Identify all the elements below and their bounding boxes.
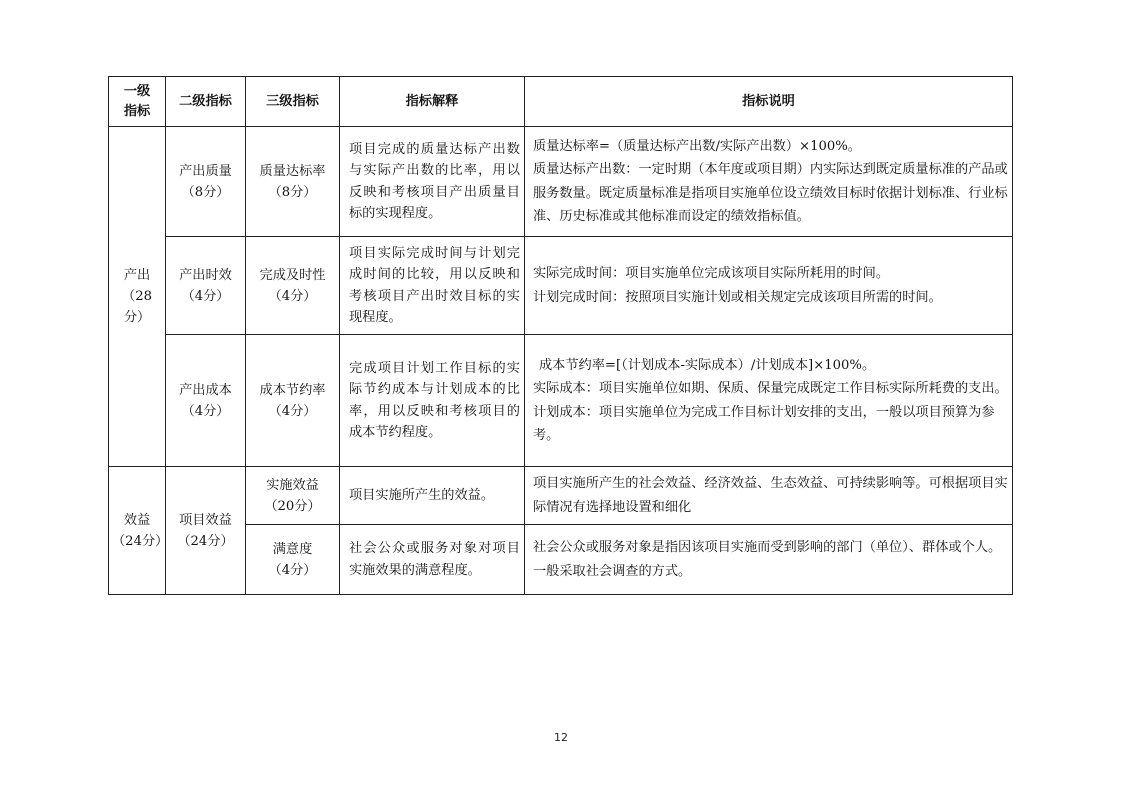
description-implementation-benefit: [525, 467, 1013, 525]
table-header-row: [109, 77, 1013, 127]
desc-quality-output: 质量达标产出数：一定时期（本年度或项目期）内实际达到既定质量标准的产品或服务数量。既定质量标准是指项目实施单位设立绩效目标时依据计划标准、行业标准、历史标准或其他标准而设定的绩效指标值。: [533, 162, 1008, 224]
explanation-completion-timeliness: 项目实际完成时间与计划完成时间的比较，用以反映和考核项目产出时效目标的实现程度。: [340, 237, 525, 335]
explanation-satisfaction: 社会公众或服务对象对项目实施效果的满意程度。: [340, 525, 525, 595]
level2-output-quality: 产出质量（8分）: [166, 127, 246, 237]
desc-planned-time: 计划完成时间：按照项目实施计划或相关规定完成该项目所需的时间。: [533, 289, 942, 305]
header-level3: 三级指标: [246, 77, 340, 127]
table-row: [109, 335, 1013, 467]
level1-output: 产出（28分）: [109, 127, 166, 467]
explanation-quality-rate: 项目完成的质量达标产出数与实际产出数的比率，用以反映和考核项目产出质量目标的实现程度。: [340, 127, 525, 237]
table-row: [109, 467, 1013, 525]
level3-cost-saving-rate: 成本节约率（4分）: [246, 335, 340, 467]
desc-satisfaction: 社会公众或服务对象是指因该项目实施而受到影响的部门（单位）、群体或个人。一般采取社会调查的方式。: [533, 540, 1002, 579]
description-satisfaction: [525, 525, 1013, 595]
level2-output-timeliness: 产出时效（4分）: [166, 237, 246, 335]
description-quality-rate: [525, 127, 1013, 237]
desc-actual-cost: 实际成本：项目实施单位如期、保质、保量完成既定工作目标实际所耗费的支出。: [533, 381, 1008, 396]
level1-benefit: 效益（24分）: [109, 467, 166, 595]
desc-implementation-benefit: 项目实施所产生的社会效益、经济效益、生态效益、可持续影响等。可根据项目实际情况有选择地设置和细化: [533, 476, 1008, 515]
level3-satisfaction: 满意度（4分）: [246, 525, 340, 595]
level3-quality-rate: 质量达标率（8分）: [246, 127, 340, 237]
level3-implementation-benefit: 实施效益（20分）: [246, 467, 340, 525]
performance-indicator-table: [108, 76, 1013, 595]
desc-actual-time: 实际完成时间：项目实施单位完成该项目实际所耗用的时间。: [533, 266, 890, 281]
explanation-implementation-benefit: 项目实施所产生的效益。: [340, 467, 525, 525]
description-cost-saving-rate: [525, 335, 1013, 467]
header-explanation: 指标解释: [340, 77, 525, 127]
level2-output-cost: 产出成本（4分）: [166, 335, 246, 467]
page-number: 12: [554, 731, 568, 744]
desc-planned-cost: 计划成本：项目实施单位为完成工作目标计划安排的支出，一般以项目预算为参考。: [533, 404, 995, 443]
table-row: [109, 127, 1013, 237]
desc-quality-formula: 质量达标率=（质量达标产出数/实际产出数）×100%。: [533, 138, 861, 154]
level3-completion-timeliness: 完成及时性（4分）: [246, 237, 340, 335]
table-row: [109, 237, 1013, 335]
description-completion-timeliness: [525, 237, 1013, 335]
header-level1: 一级指标: [109, 77, 166, 127]
explanation-cost-saving-rate: 完成项目计划工作目标的实际节约成本与计划成本的比率，用以反映和考核项目的成本节约程度。: [340, 335, 525, 467]
header-description: 指标说明: [525, 77, 1013, 127]
header-level2: 二级指标: [166, 77, 246, 127]
desc-cost-formula: 成本节约率=[（计划成本-实际成本）/计划成本]×100%。: [539, 357, 876, 373]
level2-project-benefit: 项目效益（24分）: [166, 467, 246, 595]
